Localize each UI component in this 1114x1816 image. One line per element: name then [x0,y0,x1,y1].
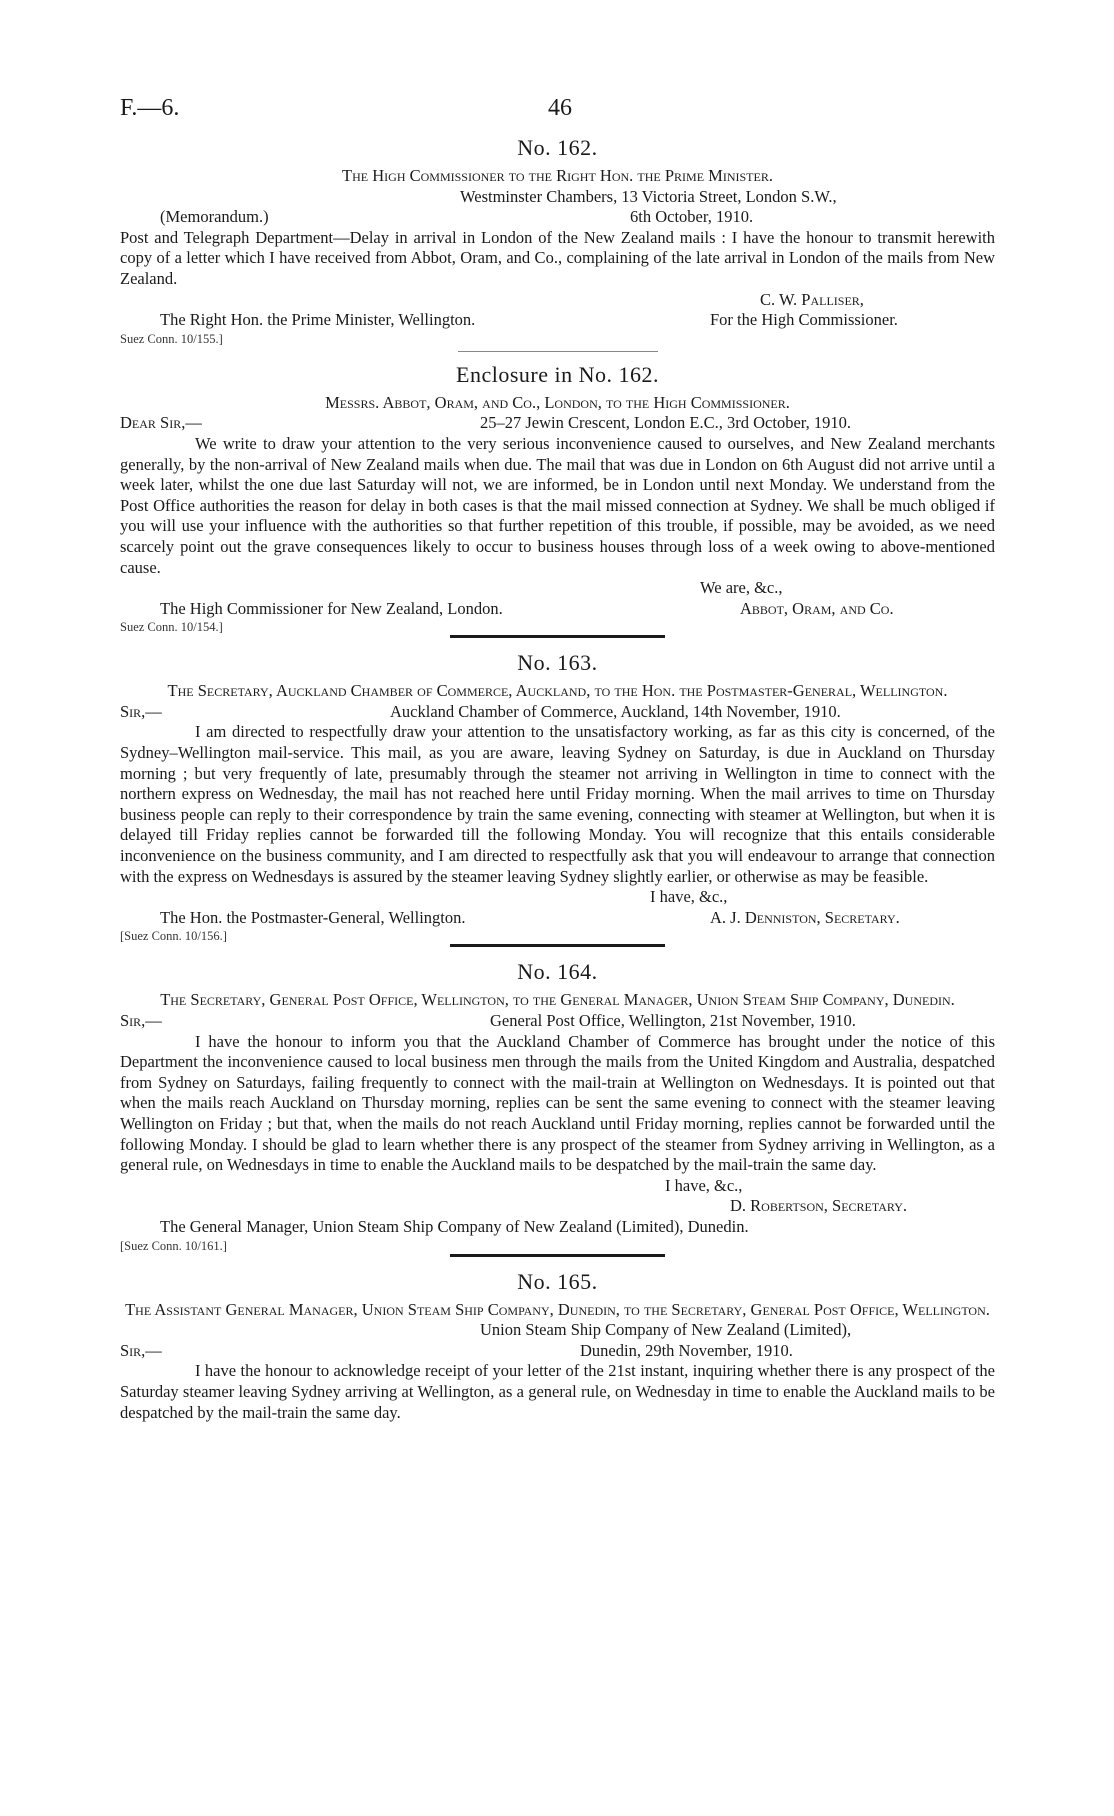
divider [450,635,665,638]
closing: We are, &c., [700,578,783,598]
closing: I have, &c., [650,887,728,907]
letter-body: I am directed to respectfully draw your attention to the unsatisfactory working, as far as this city is concerned, of the Sydney–Wellington mail-service. This mail, as you are aware, leaving Sydney on Saturday, is due in Auckland on Thursday morning ; but very frequently of late, presumably through the steamer not arriving in Wellington in time to connect with the northern express on Wednesday, the mail has not reached here until Friday morning. When the mail arrives to time on Thursday business people can reply to their correspondence by train the same evening, connecting with steamer at Wellington, but when it is delayed till Friday replies cannot be forwarded till the following Monday. You will recognize that this entails considerable inconvenience on the business community, and I am directed to respectfully ask that you will endeavour to arrange that connection with the express on Wednesdays is assured by the steamer leaving Sydney slightly earlier, or otherwise as may be feasible. [120,722,995,886]
addressee-row [120,1217,995,1238]
address-row [120,1320,995,1341]
salutation-row [120,413,995,434]
addressee-row [120,908,995,929]
addressee: The General Manager, Union Steam Ship Company of New Zealand (Limited), Dunedin. [160,1216,749,1236]
letter-body: I have the honour to inform you that the Auckland Chamber of Commerce has brought under the notice of this Department the inconvenience caused to local business men through the mails from the United Kingdom and Australia, despatched from Sydney on Saturdays, failing frequently to connect with the mail-train at Wellington on Wednesdays. It is pointed out that when the mails reach Auckland on Thursday morning, replies can be sent the same evening to connect with the steamer leaving Wellington on Friday ; but that, when the mails do not reach Auckland until Friday morning, replies cannot be forwarded until the following Monday. I should be glad to learn whether there is any prospect of the steamer from Sydney arriving in Wellington, as a general rule, on Wednesdays in time to enable the Auckland mails to be despatched by the mail-train the same day. [120,1031,995,1175]
salutation: Sir,— [120,701,162,721]
file-reference: Suez Conn. 10/154.] [120,620,223,635]
letter-body: I have the honour to acknowledge receipt of your letter of the 21st instant, inquiring whether there is any prospect of the Saturday steamer leaving Sydney arriving at Wellington, as a general rule, on Wednesday in time to enable the Auckland mails to be despatched by the mail-train the same day. [120,1361,995,1422]
addressee-row [120,310,995,331]
addressee: The High Commissioner for New Zealand, London. [160,598,503,618]
closing-row [120,578,995,599]
letter-date: Dunedin, 29th November, 1910. [580,1340,793,1360]
signer-row [120,1196,995,1217]
file-reference: [Suez Conn. 10/161.] [120,1238,227,1253]
section-title: No. 162. [517,135,598,160]
from-to-line: The Assistant General Manager, Union Steam Ship Company, Dunedin, to the Secretary, General Post Office, Wellington. [125,1299,990,1319]
page-header [120,95,995,135]
closing-row [120,1176,995,1197]
salutation: Dear Sir,— [120,413,202,433]
salutation-row [120,1011,995,1032]
divider [458,351,658,352]
signer-row [120,290,995,311]
addressee: The Hon. the Postmaster-General, Wellington. [160,907,466,927]
address-row [120,187,995,208]
from-to-line: The High Commissioner to the Right Hon. the Prime Minister. [342,166,773,185]
section-no-162 [120,135,995,352]
document-page [120,95,995,1423]
letter-date: 6th October, 1910. [630,207,754,227]
signer-title: For the High Commissioner. [710,310,898,330]
sender-address: Union Steam Ship Company of New Zealand (Limited), [480,1320,852,1340]
section-no-164 [120,959,995,1256]
memorandum-label: (Memorandum.) [160,207,269,227]
section-title: No. 164. [517,959,598,985]
file-reference: [Suez Conn. 10/156.] [120,929,227,944]
section-title: No. 165. [517,1268,598,1294]
salutation-row [120,1341,995,1362]
salutation-row [120,702,995,723]
divider [450,944,665,947]
sender-address: Westminster Chambers, 13 Victoria Street, London S.W., [460,186,837,206]
signer-name: Abbot, Oram, and Co. [740,598,894,618]
from-to-line: Messrs. Abbot, Oram, and Co., London, to the High Commissioner. [325,392,790,412]
address-date: 25–27 Jewin Crescent, London E.C., 3rd October, 1910. [480,413,851,433]
section-title: No. 163. [517,650,598,676]
page-number: 46 [548,95,572,121]
salutation: Sir,— [120,1011,162,1030]
section-title: Enclosure in No. 162. [456,361,659,387]
addressee: The Right Hon. the Prime Minister, Wellington. [160,310,476,330]
closing: I have, &c., [665,1175,743,1195]
divider [450,1254,665,1257]
from-to-line: The Secretary, General Post Office, Wellington, to the General Manager, Union Steam Ship Company, Dunedin. [160,990,955,1010]
section-enclosure-162 [120,362,995,639]
address-date: Auckland Chamber of Commerce, Auckland, 14th November, 1910. [390,701,841,721]
paper-reference: F.—6. [120,95,180,121]
section-no-165 [120,1269,995,1424]
letter-body: Post and Telegraph Department—Delay in arrival in London of the New Zealand mails : I have the honour to transmit herewith copy of a letter which I have received from Abbot, Oram, and Co., complaining of the late arrival in London of the mails from New Zealand. [120,227,995,288]
signer-name: A. J. Denniston, Secretary. [710,907,900,927]
addressee-row [120,599,995,620]
closing-row [120,887,995,908]
from-to-line: The Secretary, Auckland Chamber of Commerce, Auckland, to the Hon. the Postmaster-General, Wellington. [167,681,948,701]
address-date: General Post Office, Wellington, 21st November, 1910. [490,1011,856,1030]
letter-body: We write to draw your attention to the very serious inconvenience caused to ourselves, and New Zealand merchants generally, by the non-arrival of New Zealand mails when due. The mail that was due in London on 6th August did not arrive until a week later, whilst the one due last Saturday will not, we are informed, be in London until next Monday. We understand from the Post Office authorities the reason for delay in both cases is that the mail missed connection at Sydney. We shall be much obliged if you will use your influence with the authorities so that further repetition of this trouble, if possible, may be avoided, as we need scarcely point out the grave consequences likely to occur to business houses through loss of a week owing to above-mentioned cause. [120,433,995,577]
section-no-163 [120,650,995,947]
file-reference: Suez Conn. 10/155.] [120,331,223,346]
signer-name: C. W. Palliser, [760,289,864,309]
salutation: Sir,— [120,1340,162,1360]
memo-date-row [120,207,995,228]
signer-name: D. Robertson, Secretary. [730,1196,908,1216]
